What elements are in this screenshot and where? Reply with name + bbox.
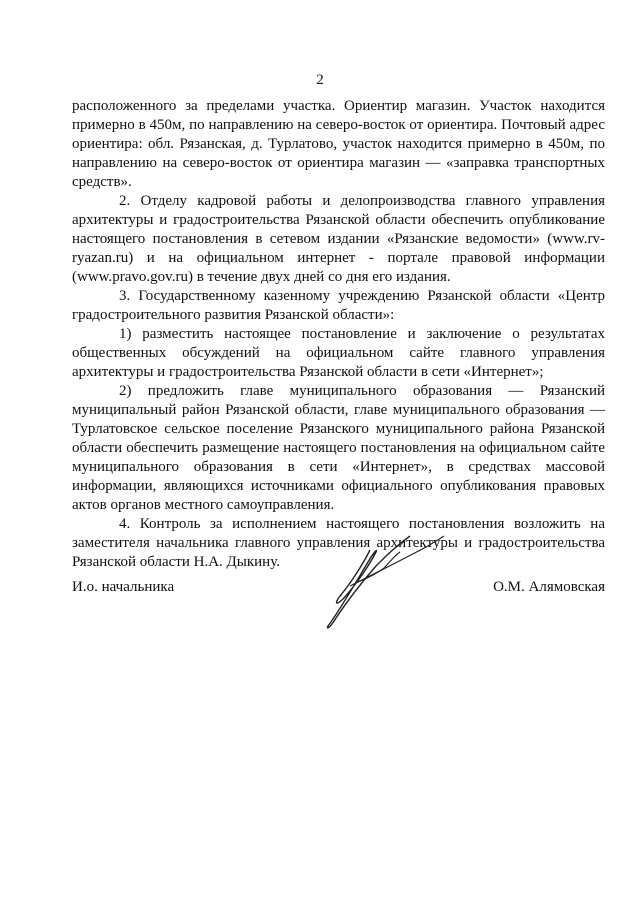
paragraph-item-2: 2. Отделу кадровой работы и делопроизводства главного управления архитектуры и градостроительства Рязанской области обеспечить опубликование настоящего постановления в сетевом издании «Рязанские ведомости» (www.rv-ryazan.ru) и на официальном интернет - портале правовой информации (www.pravo.gov.ru) в течение двух дней со дня его издания.: [72, 193, 605, 285]
paragraph-continuation: расположенного за пределами участка. Ориентир магазин. Участок находится примерно в 450м, по направлению на северо-восток от ориентира. Почтовый адрес ориентира: обл. Рязанская, д. Турлатово, участок находится примерно в 450м, по направлению на северо-восток от ориентира магазин — «заправка транспортных средств».: [72, 98, 605, 190]
handwritten-signature: [310, 522, 460, 632]
paragraph-item-3: 3. Государственному казенному учреждению Рязанской области «Центр градостроительного развития Рязанской области»:: [72, 288, 605, 323]
page-number: 2: [316, 72, 324, 88]
signatory-title: И.о. начальника: [72, 579, 175, 595]
paragraph-item-3-2: 2) предложить главе муниципального образования — Рязанский муниципальный район Рязанской области, главе муниципального образования — Турлатовское сельское поселение Рязанского муниципального района Рязанской области обеспечить размещение настоящего постановления на официальном сайте муниципального образования в сети «Интернет», в средствах массовой информации, являющихся источниками официального опубликования правовых актов органов местного самоуправления.: [72, 383, 605, 513]
document-body: [72, 97, 605, 572]
paragraph-item-4: 4. Контроль за исполнением настоящего постановления возложить на заместителя начальника главного управления архитектуры и градостроительства Рязанской области Н.А. Дыкину.: [72, 516, 605, 570]
signatory-name: О.М. Алямовская: [493, 579, 605, 595]
paragraph-item-3-1: 1) разместить настоящее постановление и заключение о результатах общественных обсуждений на официальном сайте главного управления архитектуры и градостроительства Рязанской области в сети «Интернет»;: [72, 326, 605, 380]
